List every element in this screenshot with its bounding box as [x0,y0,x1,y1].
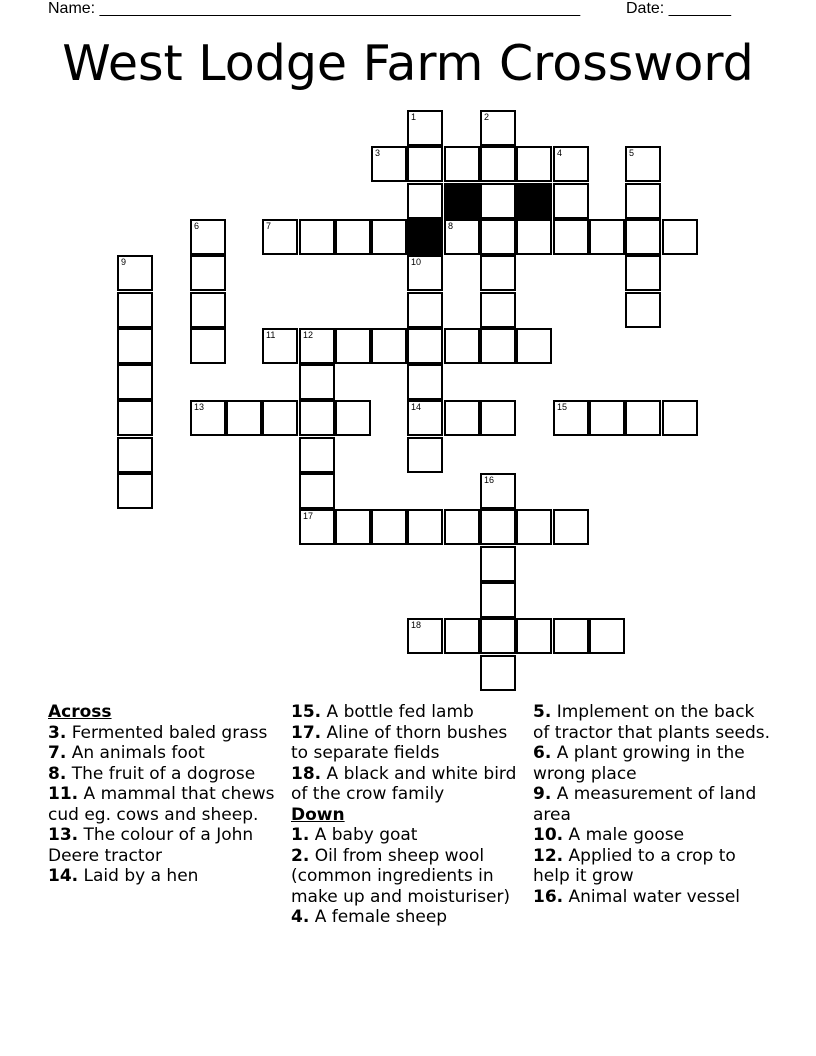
grid-cell[interactable] [190,400,226,436]
grid-cell[interactable] [480,110,516,146]
grid-cell[interactable] [299,400,335,436]
cell-number: 7 [266,221,272,231]
clues-column-1 [48,702,286,887]
grid-cell[interactable] [662,219,698,255]
clue-across: 15. A bottle fed lamb [291,702,474,722]
grid-cell[interactable] [444,400,480,436]
grid-cell[interactable] [371,219,407,255]
grid-cell[interactable] [553,219,589,255]
grid-cell[interactable] [480,146,516,182]
grid-cell[interactable] [407,509,443,545]
cell-number: 17 [303,511,314,521]
grid-cell[interactable] [444,328,480,364]
grid-cell[interactable] [553,400,589,436]
grid-cell[interactable] [480,183,516,219]
grid-cell[interactable] [625,146,661,182]
cell-number: 10 [411,257,422,267]
cell-number: 8 [448,221,454,231]
down-heading: Down [291,804,345,825]
page-title: West Lodge Farm Crossword [62,35,754,92]
name-label: Name: [48,0,96,17]
clues-column-3 [533,702,771,907]
grid-cell[interactable] [335,328,371,364]
clue-across: 7. An animals foot [48,743,205,763]
grid-cell[interactable] [480,582,516,618]
grid-cell[interactable] [407,255,443,291]
cell-number: 13 [194,402,205,412]
grid-cell[interactable] [480,255,516,291]
cell-number: 18 [411,620,422,630]
clue-across: 13. The colour of a John Deere tractor [48,825,254,866]
clue-across: 18. A black and white bird of the crow family [291,763,517,804]
grid-cell[interactable] [553,509,589,545]
clue-down: 1. A baby goat [291,825,418,845]
cell-number: 15 [557,402,568,412]
grid-cell[interactable] [190,292,226,328]
grid-cell[interactable] [407,292,443,328]
grid-cell[interactable] [407,328,443,364]
grid-cell[interactable] [117,328,153,364]
grid-cell[interactable] [335,219,371,255]
cell-number: 3 [375,148,381,158]
grid-cell[interactable] [407,183,443,219]
grid-cell[interactable] [516,618,552,654]
cell-number: 6 [194,221,200,231]
grid-cell[interactable] [117,292,153,328]
clue-across: 3. Fermented baled grass [48,722,268,743]
clues-column-2 [291,702,529,928]
grid-cell[interactable] [407,400,443,436]
clue-down: 5. Implement on the back of tractor that plants seeds. [533,702,771,743]
grid-cell[interactable] [516,509,552,545]
grid-cell[interactable] [190,255,226,291]
grid-cell[interactable] [299,328,335,364]
grid-cell[interactable] [625,255,661,291]
grid-cell[interactable] [589,400,625,436]
black-cell [516,183,552,219]
grid-cell[interactable] [480,546,516,582]
grid-cell[interactable] [625,292,661,328]
grid-cell[interactable] [480,473,516,509]
clue-across: 8. The fruit of a dogrose [48,763,256,784]
grid-cell[interactable] [480,655,516,691]
grid-cell[interactable] [190,328,226,364]
clue-down: 12. Applied to a crop to help it grow [533,845,736,886]
grid-cell[interactable] [480,509,516,545]
grid-cell[interactable] [444,146,480,182]
grid-cell[interactable] [480,219,516,255]
grid-cell[interactable] [299,219,335,255]
grid-cell[interactable] [335,509,371,545]
grid-cell[interactable] [480,328,516,364]
clue-across: 11. A mammal that chews cud eg. cows and sheep. [48,784,275,825]
grid-cell[interactable] [553,618,589,654]
grid-cell[interactable] [516,328,552,364]
across-heading: Across [48,702,112,722]
clue-across: 17. Aline of thorn bushes to separate fields [291,722,508,763]
grid-cell[interactable] [299,437,335,473]
grid-cell[interactable] [117,364,153,400]
grid-cell[interactable] [444,219,480,255]
cell-number: 11 [266,330,276,340]
grid-cell[interactable] [625,400,661,436]
grid-cell[interactable] [262,328,298,364]
clue-down: 2. Oil from sheep wool (common ingredients in make up and moisturiser) [291,845,511,907]
grid-cell[interactable] [553,146,589,182]
grid-cell[interactable] [480,618,516,654]
cell-number: 1 [411,112,417,122]
grid-cell[interactable] [407,618,443,654]
grid-cell[interactable] [371,146,407,182]
grid-cell[interactable] [299,364,335,400]
grid-cell[interactable] [444,618,480,654]
grid-cell[interactable] [625,183,661,219]
grid-cell[interactable] [371,509,407,545]
grid-cell[interactable] [371,328,407,364]
grid-cell[interactable] [407,437,443,473]
black-cell [444,183,480,219]
grid-cell[interactable] [407,110,443,146]
grid-cell[interactable] [480,292,516,328]
grid-cell[interactable] [407,146,443,182]
date-blank: _______ [668,0,731,17]
grid-cell[interactable] [226,400,262,436]
cell-number: 2 [484,112,490,122]
grid-cell[interactable] [117,437,153,473]
grid-cell[interactable] [516,146,552,182]
grid-cell[interactable] [589,219,625,255]
grid-cell[interactable] [299,473,335,509]
grid-cell[interactable] [262,219,298,255]
cell-number: 5 [629,148,635,158]
date-label: Date: [626,0,665,17]
cell-number: 9 [121,257,127,267]
grid-cell[interactable] [190,219,226,255]
grid-cell[interactable] [625,219,661,255]
grid-cell[interactable] [117,400,153,436]
grid-cell[interactable] [662,400,698,436]
cell-number: 12 [303,330,314,340]
grid-cell[interactable] [299,509,335,545]
grid-cell[interactable] [444,509,480,545]
clue-down: 4. A female sheep [291,907,448,927]
grid-cell[interactable] [117,255,153,291]
name-blank: ______________________________________________________ [99,0,581,17]
clue-across: 14. Laid by a hen [48,866,199,886]
cell-number: 4 [557,148,563,158]
grid-cell[interactable] [589,618,625,654]
grid-cell[interactable] [480,400,516,436]
clue-down: 6. A plant growing in the wrong place [533,743,745,784]
grid-cell[interactable] [407,364,443,400]
clue-down: 10. A male goose [533,825,685,845]
black-cell [407,219,443,255]
cell-number: 16 [484,475,495,485]
cell-number: 14 [411,402,422,412]
grid-cell[interactable] [262,400,298,436]
clue-down: 16. Animal water vessel [533,886,741,907]
grid-cell[interactable] [117,473,153,509]
grid-cell[interactable] [553,183,589,219]
grid-cell[interactable] [516,219,552,255]
clue-down: 9. A measurement of land area [533,784,757,825]
grid-cell[interactable] [335,400,371,436]
